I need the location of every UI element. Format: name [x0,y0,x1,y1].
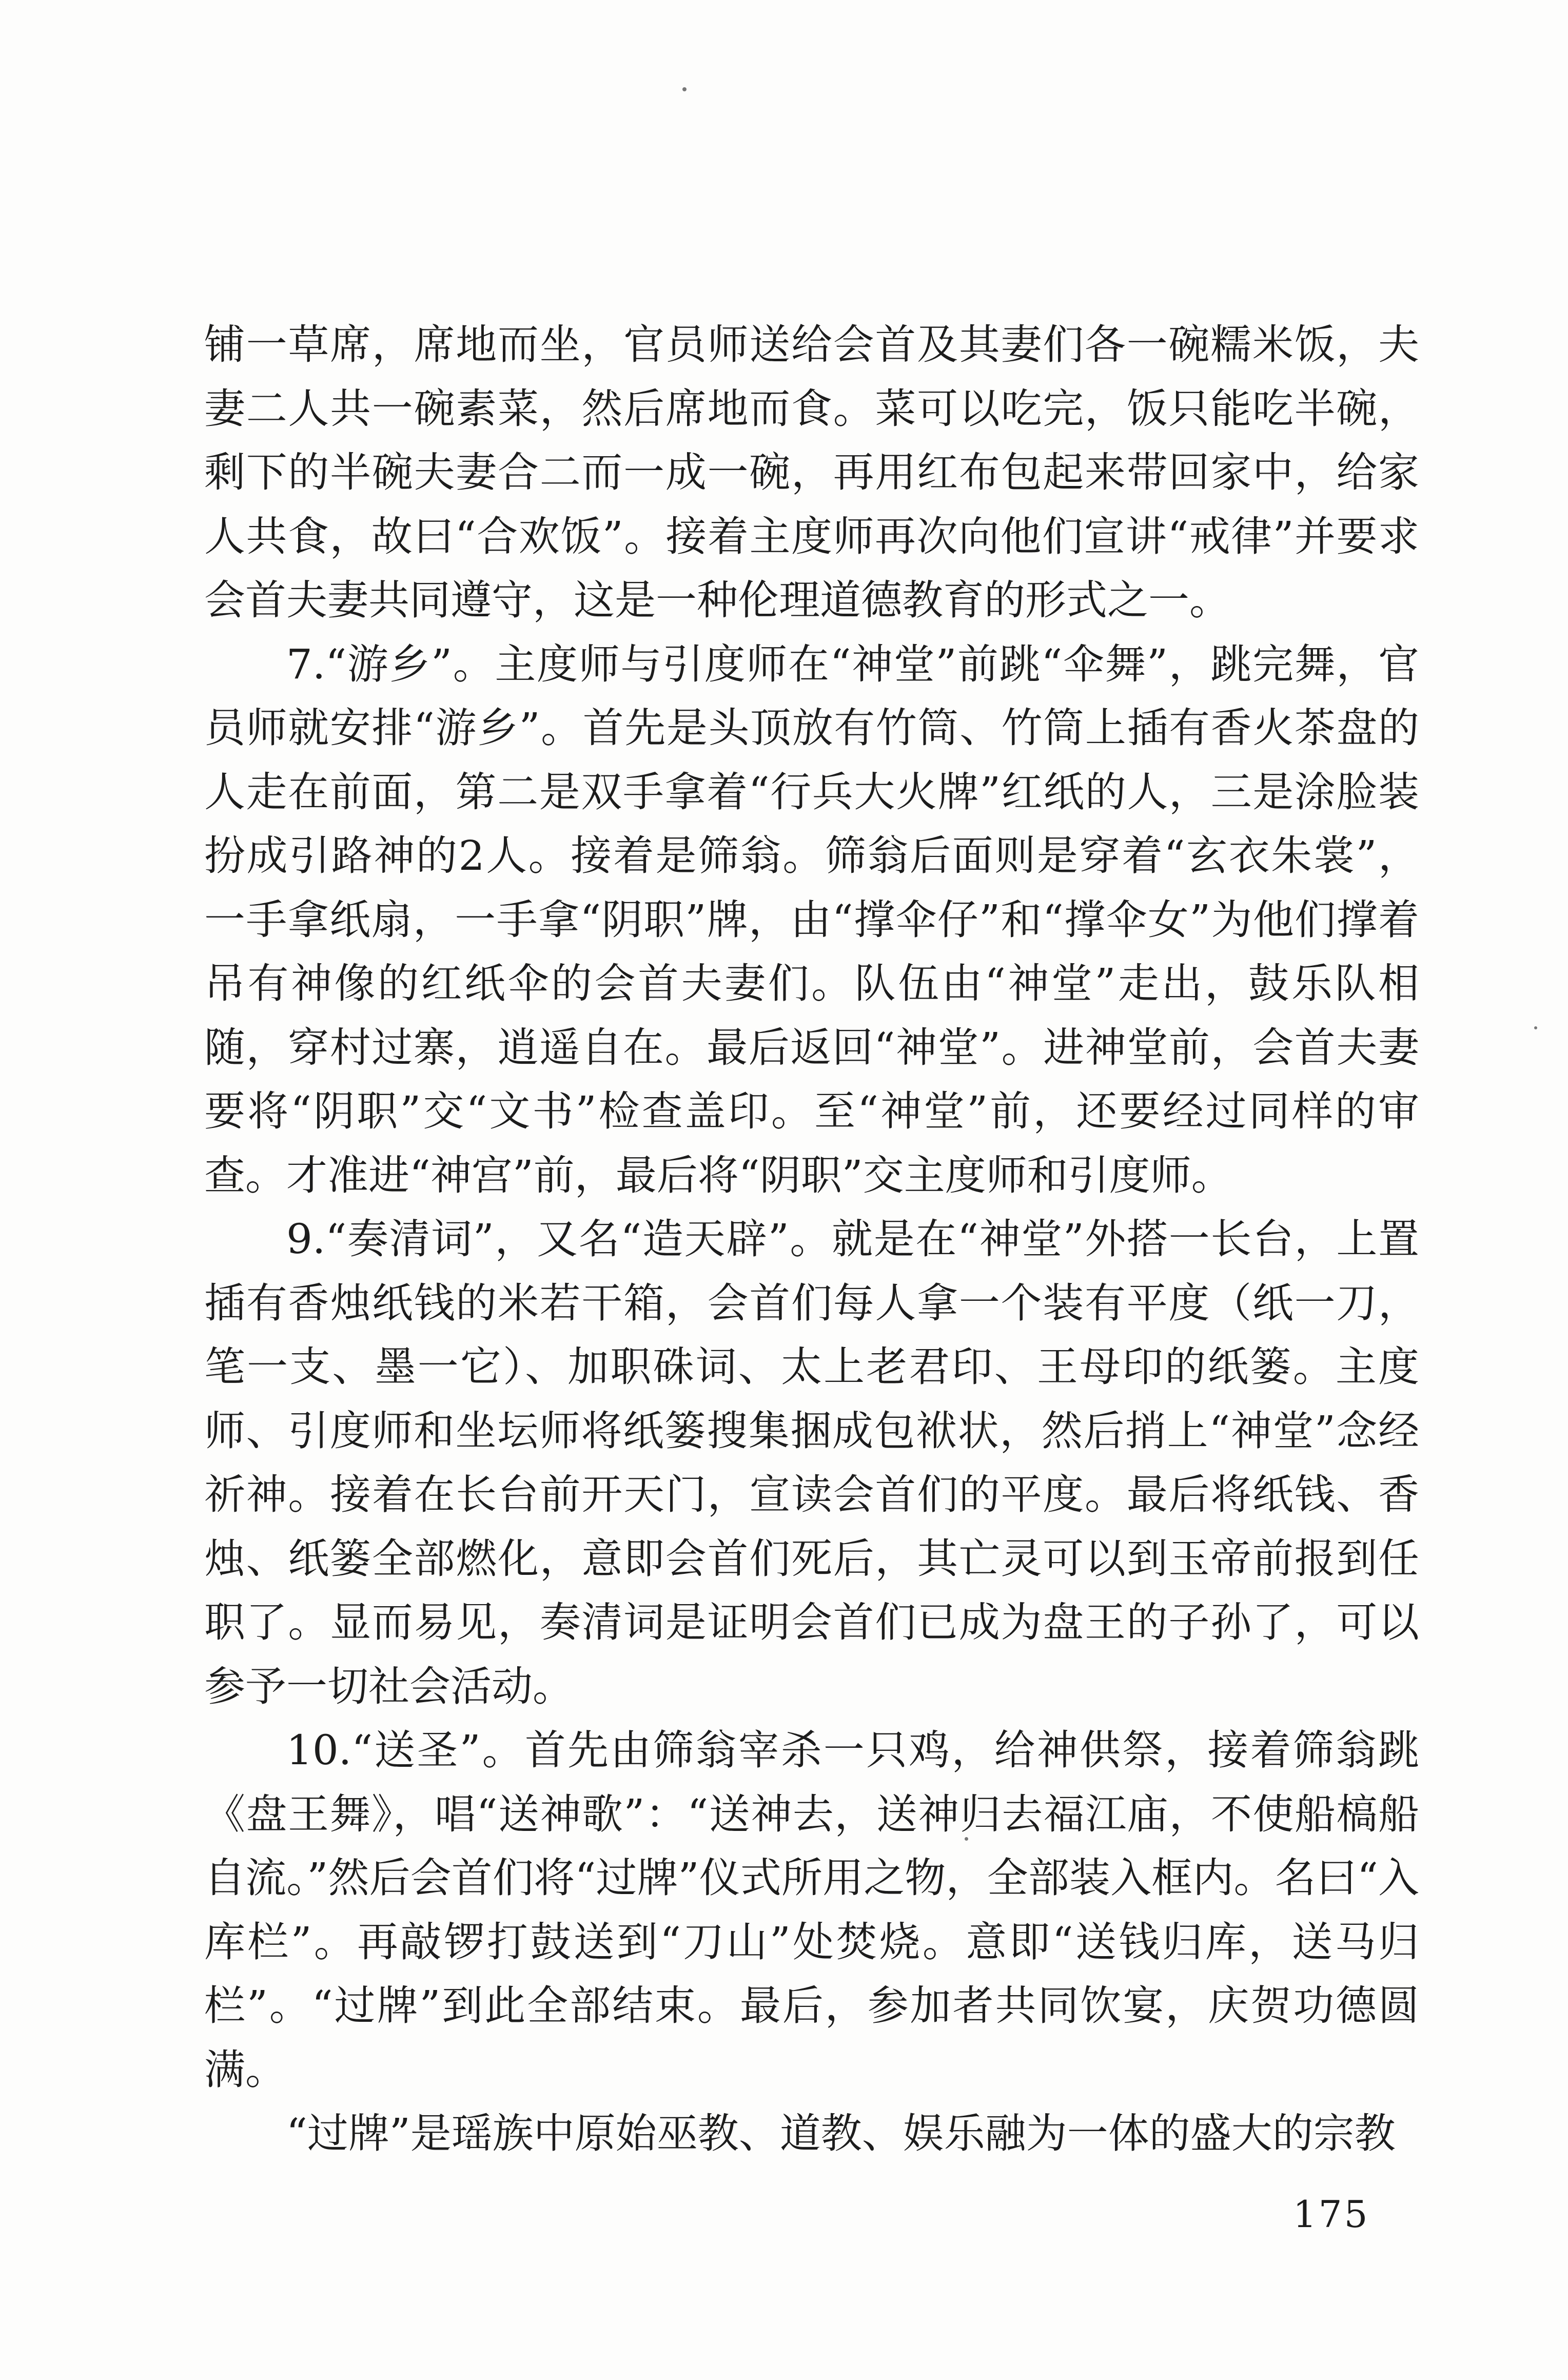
paragraph-continued: 铺一草席，席地而坐，官员师送给会首及其妻们各一碗糯米饭，夫妻二人共一碗素菜，然后席地而食。菜可以吃完，饭只能吃半碗，剩下的半碗夫妻合二而一成一碗，再用红布包起来带回家中，给家人共食，故曰“合欢饭”。接着主度师再次向他们宣讲“戒律”并要求会首夫妻共同遵守，这是一种伦理道德教育的形式之一。 [204,321,1419,624]
paragraph-final: “过牌”是瑶族中原始巫教、道教、娱乐融为一体的盛大的宗教 [286,2110,1396,2157]
paragraph-item-7: 7.“游乡”。主度师与引度师在“神堂”前跳“伞舞”，跳完舞，官员师就安排“游乡”。首先是头顶放有竹筒、竹筒上插有香火茶盘的人走在前面，第二是双手拿着“行兵大火牌”红纸的人，三是涂脸装扮成引路神的2人。接着是筛翁。筛翁后面则是穿着“玄衣朱裳”，一手拿纸扇，一手拿“阴职”牌，由“撑伞仔”和“撑伞女”为他们撑着吊有神像的红纸伞的会首夫妻们。队伍由“神堂”走出，鼓乐队相随，穿村过寨，逍遥自在。最后返回“神堂”。进神堂前，会首夫妻要将“阴职”交“文书”检查盖印。至“神堂”前，还要经过同样的审查。才准进“神宫”前，最后将“阴职”交主度师和引度师。 [204,640,1419,1199]
paragraph-item-10: 10.“送圣”。首先由筛翁宰杀一只鸡，给神供祭，接着筛翁跳《盘王舞》，唱“送神歌”：“送神去，送神归去福江庙，不使船槁船自流。”然后会首们将“过牌”仪式所用之物，全部装入框内。名曰“入库栏”。再敲锣打鼓送到“刀山”处焚烧。意即“送钱归库，送马归栏”。“过牌”到此全部结束。最后，参加者共同饮宴，庆贺功德圆满。 [204,1726,1419,2094]
page-number: 175 [1293,2193,1370,2236]
scan-speck [682,87,687,91]
paragraph-item-9: 9.“奏清词”，又名“造天辟”。就是在“神堂”外搭一长台，上置插有香烛纸钱的米若干箱，会首们每人拿一个装有平度（纸一刀，笔一支、墨一它）、加职硃词、太上老君印、王母印的纸篓。主度师、引度师和坐坛师将纸篓搜集捆成包袱状，然后捎上“神堂”念经祈神。接着在长台前开天门，宣读会首们的平度。最后将纸钱、香烛、纸篓全部燃化，意即会首们死后，其亡灵可以到玉帝前报到任职了。显而易见，奏清词是证明会首们已成为盘王的子孙了，可以参予一切社会活动。 [204,1215,1419,1710]
body-text [204,313,1419,2166]
scan-speck [1534,1026,1537,1029]
